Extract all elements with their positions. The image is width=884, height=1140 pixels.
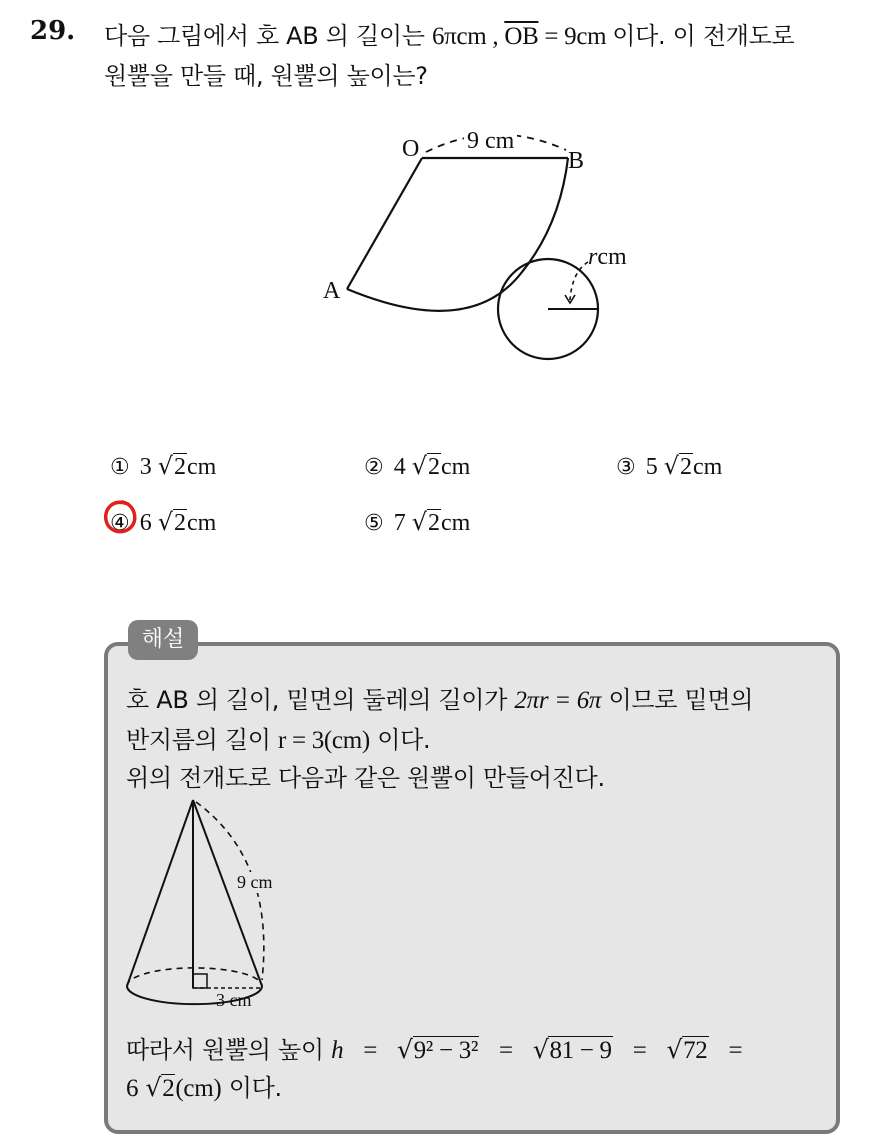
label-b: B xyxy=(568,148,585,174)
label-a: A xyxy=(323,278,341,304)
sqrt-expression-1: √9² − 3² xyxy=(396,1035,479,1064)
solution-text: 호 AB 의 길이, 밑면의 둘레의 길이가 xyxy=(126,686,515,714)
choice-coef: 3 xyxy=(139,454,152,480)
question-text-a: 다음 그림에서 호 AB 의 길이는 xyxy=(104,22,432,50)
solution-equals: = xyxy=(493,1037,519,1064)
sqrt-expression-2: √81 − 9 xyxy=(532,1035,612,1064)
label-r-unit: cm xyxy=(597,244,627,270)
solution-text: 반지름의 길이 xyxy=(126,726,278,754)
label-radius-length: 9 cm xyxy=(464,128,517,155)
label-o: O xyxy=(402,136,420,162)
solution-line-3: 위의 전개도로 다음과 같은 원뿔이 만들어진다. xyxy=(126,764,605,792)
choice-unit: cm xyxy=(187,454,217,480)
solution-equals: = xyxy=(626,1037,653,1064)
solution-math: r = 3(cm) xyxy=(277,727,370,754)
choice-unit: cm xyxy=(441,510,471,536)
question-segment-length: = 9cm xyxy=(538,23,613,50)
question-number: 29. xyxy=(30,16,76,46)
choice-marker: ③ xyxy=(616,455,636,480)
choice-marker: ② xyxy=(364,455,384,480)
choice-marker: ⑤ xyxy=(364,511,384,536)
sqrt-symbol: √2 xyxy=(411,508,441,536)
choice-coef: 7 xyxy=(393,510,406,536)
question-arc-length: 6πcm , xyxy=(431,23,505,50)
sqrt-symbol: √2 xyxy=(157,452,187,480)
result-sqrt: √2 xyxy=(145,1073,175,1102)
radicand-1: 9² − 3² xyxy=(413,1037,479,1064)
choice-unit: cm xyxy=(187,510,217,536)
right-angle-mark xyxy=(193,974,207,988)
result-unit: (cm) xyxy=(175,1075,222,1102)
cone-radius-label: 3 cm xyxy=(216,990,252,1010)
radicand-3: 72 xyxy=(683,1037,708,1064)
sqrt-symbol: √2 xyxy=(157,508,187,536)
solution-text: 이므로 밑면의 xyxy=(601,686,754,714)
choice-unit: cm xyxy=(693,454,723,480)
question-text-b: 이다. 이 전개도로 xyxy=(612,22,795,50)
choice-coef: 5 xyxy=(645,454,658,480)
solution-badge: 해설 xyxy=(128,620,198,660)
sqrt-symbol: √2 xyxy=(663,452,693,480)
cone-slant-label: 9 cm xyxy=(237,872,273,892)
choice-radicand: 2 xyxy=(428,454,441,480)
radicand-2: 81 − 9 xyxy=(549,1037,612,1064)
label-r-variable: r xyxy=(588,244,598,270)
cone-right-slant xyxy=(193,800,262,986)
choice-radicand: 2 xyxy=(174,454,187,480)
choice-marker: ④ xyxy=(110,511,130,536)
solution-math: 2πr = 6π xyxy=(514,687,602,714)
sqrt-symbol: √2 xyxy=(411,452,441,480)
choice-radicand: 2 xyxy=(174,510,187,536)
cone-base-back xyxy=(127,968,262,986)
solution-h: h xyxy=(331,1037,344,1064)
result-coef: 6 xyxy=(126,1075,139,1102)
solution-text: 이다. xyxy=(369,726,431,754)
choice-coef: 6 xyxy=(139,510,152,536)
question-segment-ob: $\overline{OB}$ xyxy=(504,23,539,50)
solution-equals: = xyxy=(357,1037,383,1064)
cone-left-slant xyxy=(127,800,193,986)
question-line-2: 원뿔을 만들 때, 원뿔의 높이는? xyxy=(104,62,428,90)
solution-text: 따라서 원뿔의 높이 xyxy=(126,1036,332,1064)
choice-unit: cm xyxy=(441,454,471,480)
choice-radicand: 2 xyxy=(680,454,693,480)
result-radicand: 2 xyxy=(162,1075,175,1102)
solution-line-4 xyxy=(126,1030,742,1065)
choice-radicand: 2 xyxy=(428,510,441,536)
solution-text: 이다. xyxy=(221,1074,282,1102)
solution-line-5 xyxy=(126,1068,282,1103)
choice-marker: ① xyxy=(110,455,130,480)
sqrt-expression-3: √72 xyxy=(666,1035,708,1064)
solution-equals: = xyxy=(722,1037,743,1064)
choice-coef: 4 xyxy=(393,454,406,480)
